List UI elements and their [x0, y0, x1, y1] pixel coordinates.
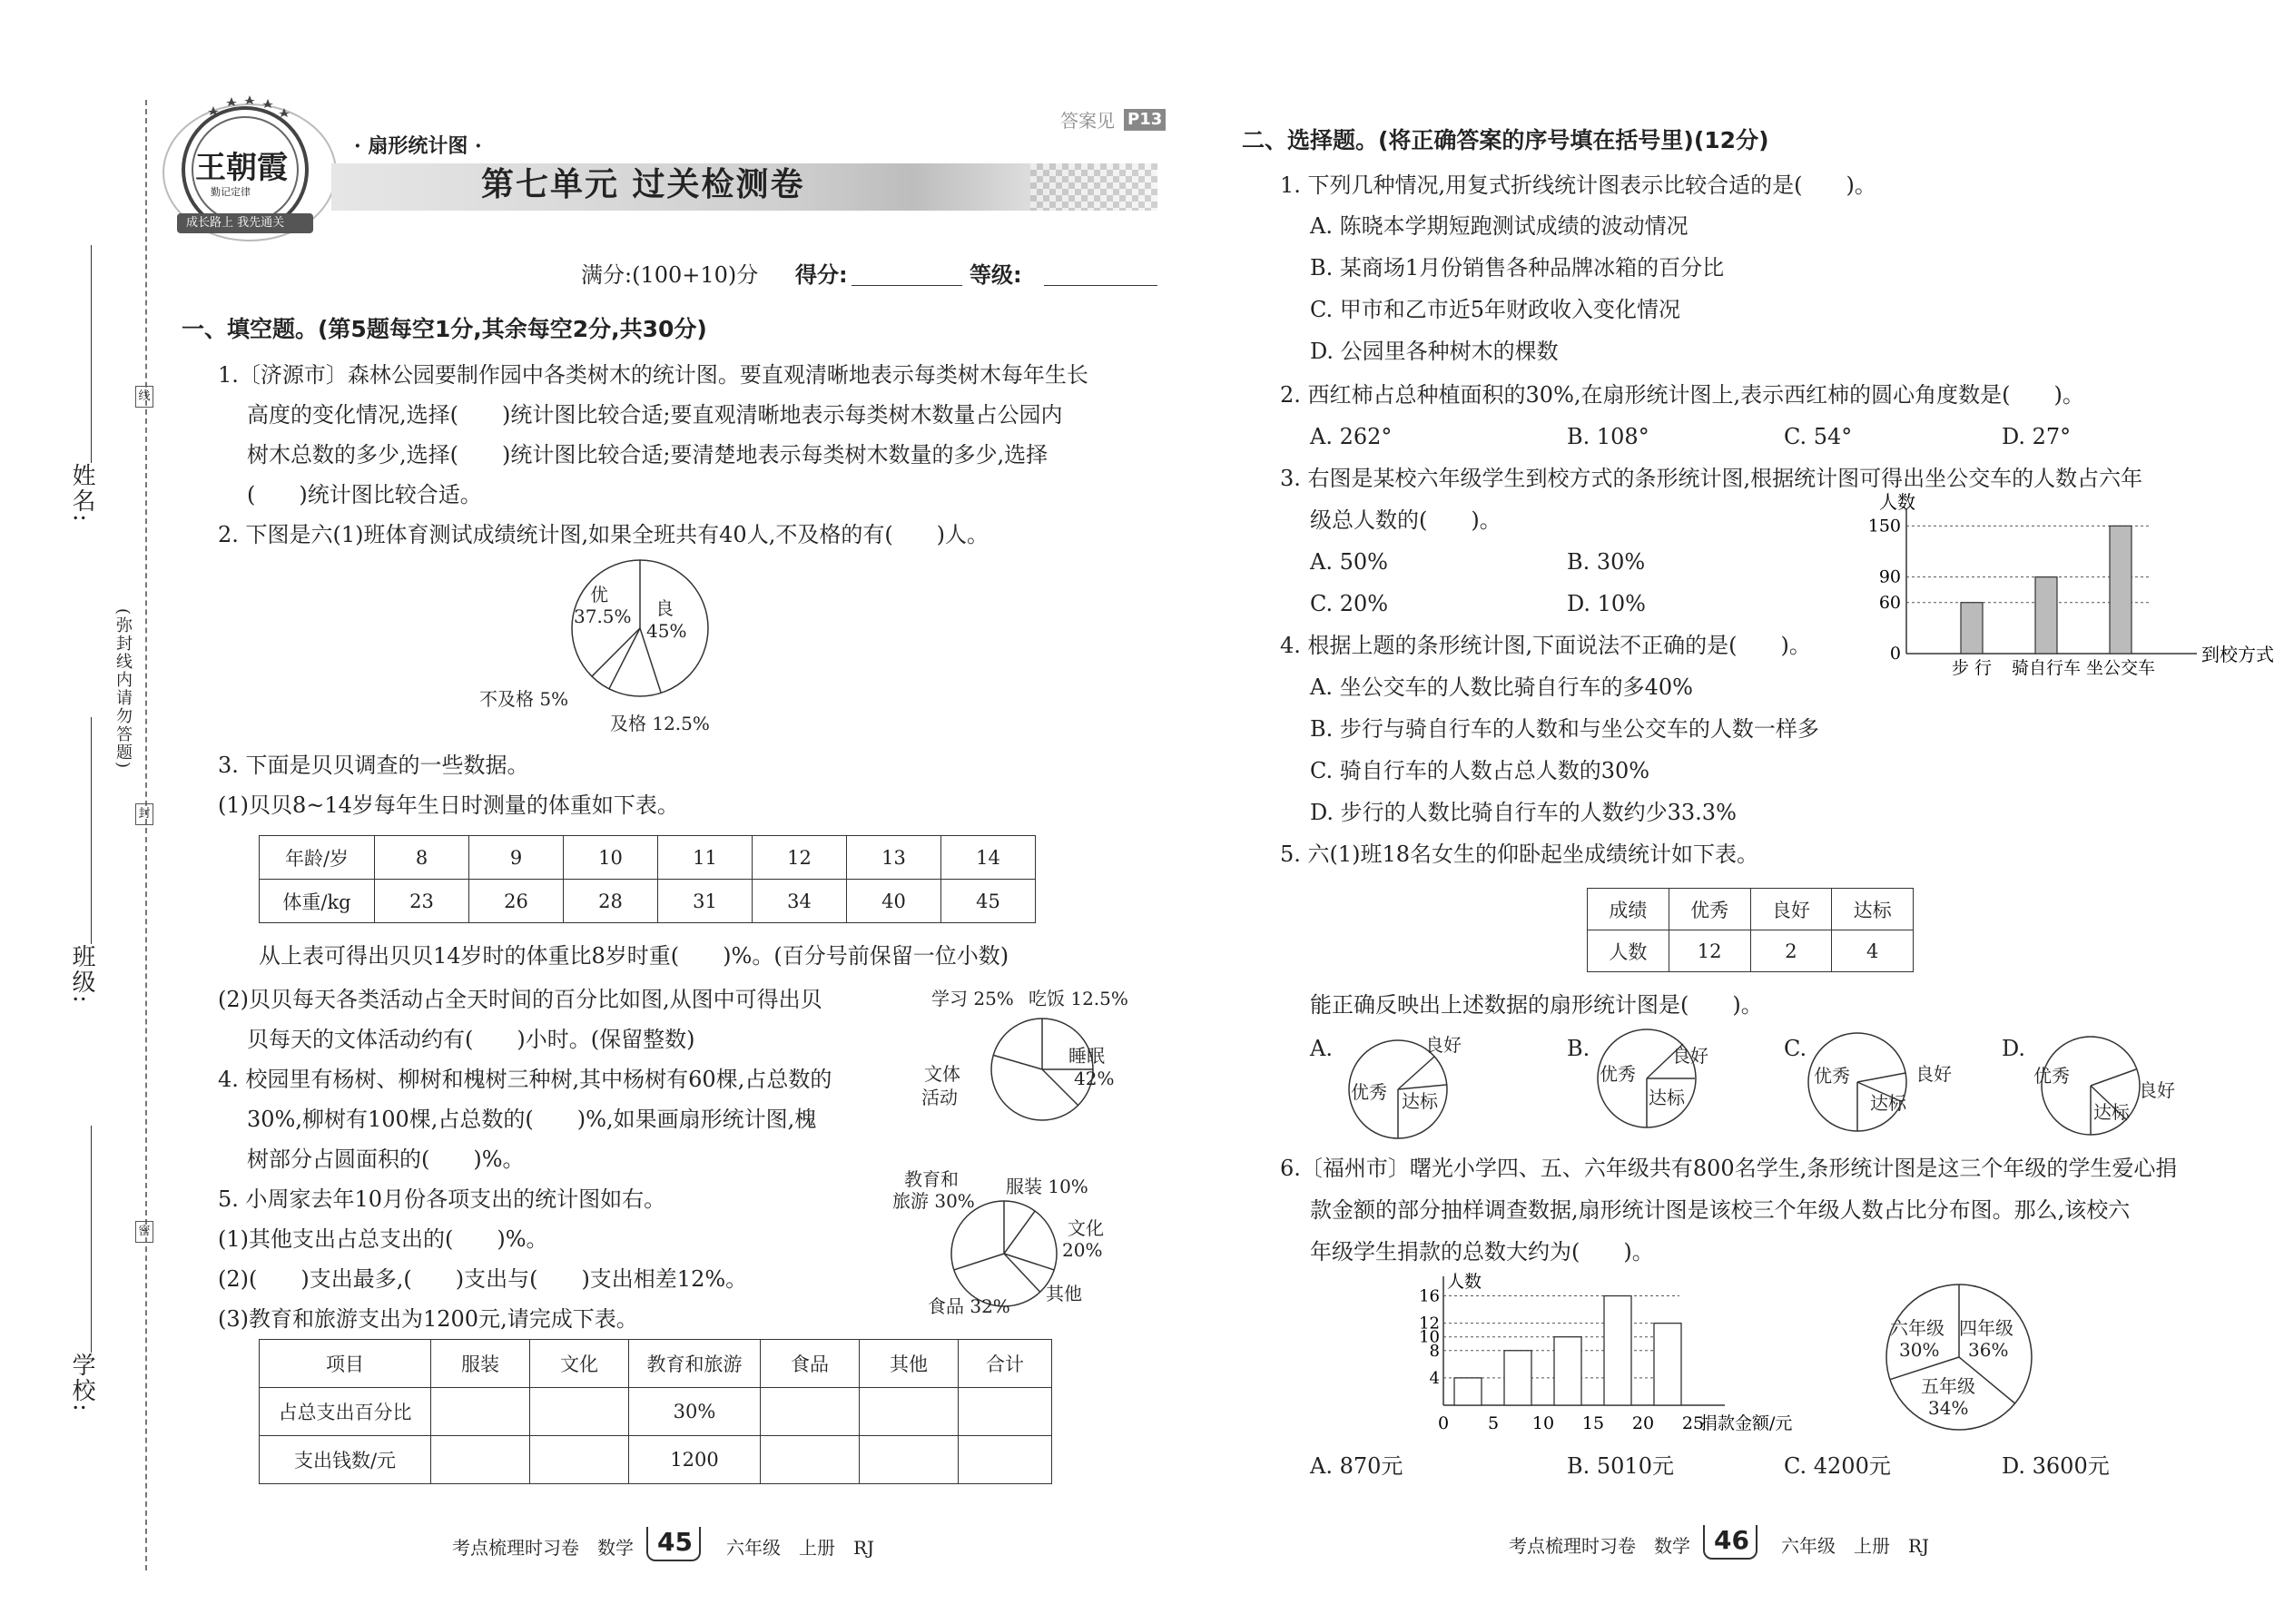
- table-cell: 31: [658, 880, 753, 923]
- table-cell: 食品: [761, 1340, 860, 1388]
- y-tick-label: 0: [1889, 644, 1901, 664]
- y-tick-label: 16: [1419, 1286, 1440, 1306]
- q4-line3: 树部分占圆面积的( )%。: [247, 1147, 525, 1172]
- r-q1-opt-d[interactable]: D. 公园里各种树木的棵数: [1310, 339, 1559, 364]
- r-q5-opt-c[interactable]: C.: [1784, 1036, 1807, 1061]
- footer-left-text2: 六年级 上册 RJ: [726, 1537, 875, 1559]
- r-q1-text: 1. 下列几种情况,用复式折线统计图表示比较合适的是( )。: [1280, 172, 1876, 198]
- x-tick-label: 0: [1437, 1413, 1450, 1433]
- answer-cell[interactable]: [761, 1388, 860, 1436]
- option-b-label-good: 良好: [1672, 1045, 1708, 1067]
- table-cell: 教育和旅游: [629, 1340, 761, 1388]
- table-cell: 23: [375, 880, 469, 923]
- q5-text: 5. 小周家去年10月份各项支出的统计图如右。: [218, 1186, 666, 1212]
- q1-line3: 树木总数的多少,选择( )统计图比较合适;要清楚地表示每类树木数量的多少,选择: [247, 442, 1049, 468]
- q3-1b-text: 从上表可得出贝贝14岁时的体重比8岁时重( )%。(百分号前保留一位小数): [259, 943, 1009, 969]
- q3-label-activity: 活动: [921, 1087, 958, 1108]
- bar: [1554, 1337, 1581, 1405]
- table-cell: 10: [564, 836, 658, 880]
- binding-mark-seal: 封: [135, 803, 153, 825]
- r-q3-opt-c[interactable]: C. 20%: [1310, 591, 1389, 616]
- logo-motto: 成长路上 我先通关: [186, 216, 285, 230]
- y-tick-label: 150: [1867, 516, 1901, 536]
- table-cell: 支出钱数/元: [260, 1436, 431, 1484]
- answer-cell[interactable]: [530, 1388, 629, 1436]
- class-label: 班级:: [68, 944, 95, 1005]
- table-cell: 达标: [1832, 889, 1914, 930]
- table-cell: 14: [941, 836, 1036, 880]
- bar: [1604, 1296, 1631, 1405]
- q3-label-study: 学习 25%: [931, 988, 1014, 1009]
- binding-note: (弥封线内请勿答题): [113, 608, 133, 771]
- q3-bar-chart: [1852, 491, 2274, 699]
- answer-cell[interactable]: [761, 1436, 860, 1484]
- answer-cell[interactable]: [959, 1436, 1052, 1484]
- option-d-label-good: 良好: [2139, 1079, 2175, 1101]
- q3-label-sleep-pct: 42%: [1074, 1068, 1115, 1089]
- table-cell: 服装: [431, 1340, 530, 1388]
- bar: [1504, 1351, 1531, 1405]
- table-cell: 成绩: [1588, 889, 1669, 930]
- q2-label-pass: 及格 12.5%: [610, 713, 710, 734]
- q6-label-six: 六年级: [1890, 1317, 1944, 1339]
- r-q3-opt-a[interactable]: A. 50%: [1310, 549, 1388, 575]
- table-cell: 良好: [1750, 889, 1832, 930]
- r-q1-opt-c[interactable]: C. 甲市和乙市近5年财政收入变化情况: [1310, 297, 1681, 322]
- q2-label-liang: 良: [655, 597, 674, 619]
- table-cell: 12: [1669, 930, 1750, 972]
- table-cell: 8: [375, 836, 469, 880]
- q1-line4: ( )统计图比较合适。: [247, 482, 482, 507]
- footer-right-page-bracket: [1703, 1525, 1757, 1560]
- r-q4-text: 4. 根据上题的条形统计图,下面说法不正确的是( )。: [1280, 633, 1811, 658]
- footer-right-text1: 考点梳理时习卷 数学: [1509, 1535, 1690, 1557]
- x-tick-label: 步 行: [1951, 658, 1993, 678]
- r-q4-opt-c[interactable]: C. 骑自行车的人数占总人数的30%: [1310, 758, 1650, 783]
- q5-label-edu: 教育和: [904, 1168, 959, 1190]
- q5-expense-table: [259, 1339, 1052, 1484]
- table-cell: 文化: [530, 1340, 629, 1388]
- q5-label-edu-pct: 旅游 30%: [892, 1190, 975, 1212]
- section2-heading: 二、选择题。(将正确答案的序号填在括号里)(12分): [1242, 127, 1769, 153]
- q5-label-culture: 文化: [1068, 1217, 1104, 1239]
- x-tick-label: 10: [1531, 1413, 1555, 1433]
- bar: [1961, 603, 1983, 654]
- q1-line1: 1.〔济源市〕森林公园要制作园中各类树木的统计图。要直观清晰地表示每类树木每年生长: [218, 362, 1088, 388]
- bar: [1654, 1324, 1681, 1405]
- answer-page[interactable]: P13: [1124, 109, 1166, 131]
- r-q5-score-table: [1587, 888, 1914, 972]
- option-b-label-pass: 达标: [1649, 1087, 1685, 1108]
- y-tick-label: 8: [1429, 1341, 1440, 1361]
- y-tick-label: 4: [1429, 1368, 1440, 1388]
- option-a-label-excellent: 优秀: [1351, 1081, 1387, 1103]
- y-tick-label: 90: [1878, 566, 1901, 587]
- r-q6-opt-d[interactable]: D. 3600元: [2002, 1453, 2110, 1479]
- binding-line: [145, 100, 147, 1570]
- r-q6-line1: 6.〔福州市〕曙光小学四、五、六年级共有800名学生,条形统计图是这三个年级的学生爱心捐: [1280, 1156, 2178, 1181]
- option-b-label-excellent: 优秀: [1600, 1063, 1636, 1085]
- r-q5-opt-a[interactable]: A.: [1310, 1036, 1333, 1061]
- table-cell: 2: [1750, 930, 1832, 972]
- footer-left-page: 45: [657, 1527, 693, 1557]
- r-q2-text: 2. 西红柿占总种植面积的30%,在扇形统计图上,表示西红柿的圆心角度数是( )。: [1280, 382, 2084, 408]
- r-q4-opt-a[interactable]: A. 坐公交车的人数比骑自行车的多40%: [1310, 674, 1693, 700]
- answer-cell[interactable]: [959, 1388, 1052, 1436]
- r-q6-opt-c[interactable]: C. 4200元: [1784, 1453, 1891, 1479]
- bar: [2035, 577, 2057, 654]
- x-tick-label: 骑自行车: [2011, 658, 2082, 678]
- logo-text: 王朝霞: [195, 150, 288, 186]
- bar: [1454, 1378, 1482, 1405]
- y-tick-label: 12: [1419, 1314, 1440, 1334]
- score-full: 满分:(100+10)分: [581, 262, 759, 288]
- q6-label-four-pct: 36%: [1968, 1339, 2009, 1361]
- q5-1-text: (1)其他支出占总支出的( )%。: [218, 1226, 548, 1252]
- name-label: 姓名:: [68, 463, 95, 524]
- answer-ref: 答案见: [1060, 110, 1115, 132]
- footer-left-text1: 考点梳理时习卷 数学: [452, 1537, 634, 1559]
- logo-sub: 勤记定律: [211, 186, 251, 198]
- q4-line1: 4. 校园里有杨树、柳树和槐树三种树,其中杨树有60棵,占总数的: [218, 1067, 832, 1092]
- section1-heading: 一、填空题。(第5题每空1分,其余每空2分,共30分): [182, 316, 707, 342]
- q2-label-you-pct: 37.5%: [574, 605, 632, 627]
- q2-label-liang-pct: 45%: [646, 620, 687, 642]
- footer-left-page-bracket: [646, 1527, 701, 1561]
- table-cell: 45: [941, 880, 1036, 923]
- q3-text: 3. 下面是贝贝调查的一些数据。: [218, 753, 529, 778]
- answer-cell[interactable]: [431, 1388, 530, 1436]
- table-cell: 占总支出百分比: [260, 1388, 431, 1436]
- r-q3-line1: 3. 右图是某校六年级学生到校方式的条形统计图,根据统计图可得出坐公交车的人数占六年: [1280, 466, 2143, 491]
- y-axis-label: 人数: [1879, 491, 1915, 513]
- x-tick-label: 坐公交车: [2085, 658, 2156, 678]
- x-tick-label: 5: [1487, 1413, 1500, 1433]
- q3-label-eat: 吃饭 12.5%: [1029, 988, 1128, 1009]
- table-cell: 其他: [860, 1340, 959, 1388]
- y-axis-label: 人数: [1447, 1272, 1482, 1292]
- r-q5-opt-b[interactable]: B.: [1567, 1036, 1590, 1061]
- table-cell: 9: [469, 836, 564, 880]
- q3-2-line1: (2)贝贝每天各类活动占全天时间的百分比如图,从图中可得出贝: [218, 987, 822, 1012]
- option-c-label-good: 良好: [1915, 1063, 1952, 1085]
- r-q2-opt-a[interactable]: A. 262°: [1310, 424, 1393, 449]
- table-cell: 13: [847, 836, 941, 880]
- q6-label-five-pct: 34%: [1928, 1397, 1969, 1419]
- school-label: 学校:: [68, 1353, 95, 1413]
- q5-label-culture-pct: 20%: [1062, 1239, 1103, 1261]
- answer-cell[interactable]: [860, 1436, 959, 1484]
- r-q3-line2: 级总人数的( )。: [1310, 507, 1501, 533]
- table-cell: 年龄/岁: [260, 836, 375, 880]
- name-blank[interactable]: [91, 245, 92, 463]
- q3-label-culture: 文体: [924, 1063, 960, 1085]
- table-cell: 项目: [260, 1340, 431, 1388]
- topic-label: · 扇形统计图 ·: [354, 134, 482, 158]
- table-cell: 合计: [959, 1340, 1052, 1388]
- answer-cell[interactable]: [860, 1388, 959, 1436]
- table-cell: 30%: [629, 1388, 761, 1436]
- table-cell: 11: [658, 836, 753, 880]
- r-q2-opt-b[interactable]: B. 108°: [1567, 424, 1649, 449]
- binding-mark-line: 线: [135, 386, 153, 408]
- q2-label-fail: 不及格 5%: [479, 688, 569, 710]
- option-a-label-pass: 达标: [1402, 1090, 1438, 1112]
- grade-field[interactable]: [1044, 285, 1157, 286]
- q4-line2: 30%,柳树有100棵,占总数的( )%,如果画扇形统计图,槐: [247, 1107, 817, 1132]
- r-q3-opt-d[interactable]: D. 10%: [1567, 591, 1646, 616]
- x-axis-label: 到校方式: [2201, 644, 2274, 665]
- q6-label-four: 四年级: [1959, 1317, 2013, 1339]
- title-checker: [1030, 163, 1157, 211]
- q6-bar-chart: [1416, 1271, 1852, 1443]
- q5-label-clothes: 服装 10%: [1006, 1176, 1088, 1197]
- x-tick-label: 25: [1681, 1413, 1705, 1433]
- q3-2-line2: 贝每天的文体活动约有( )小时。(保留整数): [247, 1027, 695, 1052]
- school-blank[interactable]: [91, 1126, 92, 1353]
- r-q5-text: 5. 六(1)班18名女生的仰卧起坐成绩统计如下表。: [1280, 842, 1759, 867]
- q3-label-sleep: 睡眠: [1068, 1045, 1105, 1067]
- q3-1-text: (1)贝贝8~14岁每年生日时测量的体重如下表。: [218, 792, 679, 818]
- r-q5-opt-d[interactable]: D.: [2002, 1036, 2026, 1061]
- option-d-label-pass: 达标: [2093, 1101, 2130, 1123]
- r-q5b-text: 能正确反映出上述数据的扇形统计图是( )。: [1310, 992, 1763, 1018]
- r-q1-opt-b[interactable]: B. 某商场1月份销售各种品牌冰箱的百分比: [1310, 255, 1725, 281]
- q5-3-text: (3)教育和旅游支出为1200元,请完成下表。: [218, 1306, 638, 1332]
- score-field[interactable]: [852, 285, 962, 286]
- table-cell: 体重/kg: [260, 880, 375, 923]
- table-cell: 优秀: [1669, 889, 1750, 930]
- q2-text: 2. 下图是六(1)班体育测试成绩统计图,如果全班共有40人,不及格的有( )人。: [218, 522, 989, 547]
- q5-label-other: 其他: [1046, 1283, 1082, 1304]
- footer-right-text2: 六年级 上册 RJ: [1781, 1535, 1930, 1557]
- x-tick-label: 20: [1631, 1413, 1655, 1433]
- q5-2-text: (2)( )支出最多,( )支出与( )支出相差12%。: [218, 1266, 748, 1292]
- r-q3-opt-b[interactable]: B. 30%: [1567, 549, 1646, 575]
- r-q4-opt-d[interactable]: D. 步行的人数比骑自行车的人数约少33.3%: [1310, 800, 1737, 825]
- binding-mark-secret: 密: [135, 1221, 153, 1243]
- r-q6-line3: 年级学生捐款的总数大约为( )。: [1310, 1239, 1654, 1265]
- r-q2-opt-d[interactable]: D. 27°: [2002, 424, 2072, 449]
- table-cell: 40: [847, 880, 941, 923]
- x-tick-label: 15: [1581, 1413, 1605, 1433]
- table-cell: 1200: [629, 1436, 761, 1484]
- q2-label-you: 优: [590, 584, 608, 605]
- table-cell: 12: [753, 836, 847, 880]
- bar: [2110, 526, 2132, 654]
- q1-line2: 高度的变化情况,选择( )统计图比较合适;要直观清晰地表示每类树木数量占公园内: [247, 402, 1063, 428]
- table-cell: 34: [753, 880, 847, 923]
- y-tick-label: 10: [1419, 1327, 1440, 1347]
- q6-label-six-pct: 30%: [1899, 1339, 1940, 1361]
- y-tick-label: 60: [1878, 592, 1901, 613]
- option-a-label-good: 良好: [1425, 1034, 1462, 1056]
- table-cell: 4: [1832, 930, 1914, 972]
- class-blank[interactable]: [91, 717, 92, 944]
- footer-right-page: 46: [1714, 1525, 1749, 1555]
- table-cell: 28: [564, 880, 658, 923]
- q6-label-five: 五年级: [1921, 1375, 1975, 1397]
- table-cell: 人数: [1588, 930, 1669, 972]
- q3-weight-table: [259, 835, 1036, 923]
- r-q6-opt-b[interactable]: B. 5010元: [1567, 1453, 1674, 1479]
- table-cell: 26: [469, 880, 564, 923]
- grade-label: 等级:: [970, 262, 1022, 288]
- answer-cell[interactable]: [530, 1436, 629, 1484]
- option-d-label-excellent: 优秀: [2033, 1065, 2070, 1087]
- page-title: 第七单元 过关检测卷: [481, 166, 805, 203]
- r-q6-opt-a[interactable]: A. 870元: [1310, 1453, 1403, 1479]
- option-c-label-excellent: 优秀: [1814, 1065, 1850, 1087]
- r-q6-line2: 款金额的部分抽样调查数据,扇形统计图是该校三个年级人数占比分布图。那么,该校六: [1310, 1197, 2131, 1223]
- x-axis-label: 捐款金额/元: [1700, 1413, 1793, 1433]
- q5-label-food: 食品 32%: [928, 1295, 1010, 1317]
- r-q1-opt-a[interactable]: A. 陈晓本学期短跑测试成绩的波动情况: [1310, 213, 1689, 239]
- score-label: 得分:: [795, 262, 848, 288]
- r-q2-opt-c[interactable]: C. 54°: [1784, 424, 1853, 449]
- r-q4-opt-b[interactable]: B. 步行与骑自行车的人数和与坐公交车的人数一样多: [1310, 716, 1819, 742]
- answer-cell[interactable]: [431, 1436, 530, 1484]
- option-c-label-pass: 达标: [1870, 1092, 1906, 1114]
